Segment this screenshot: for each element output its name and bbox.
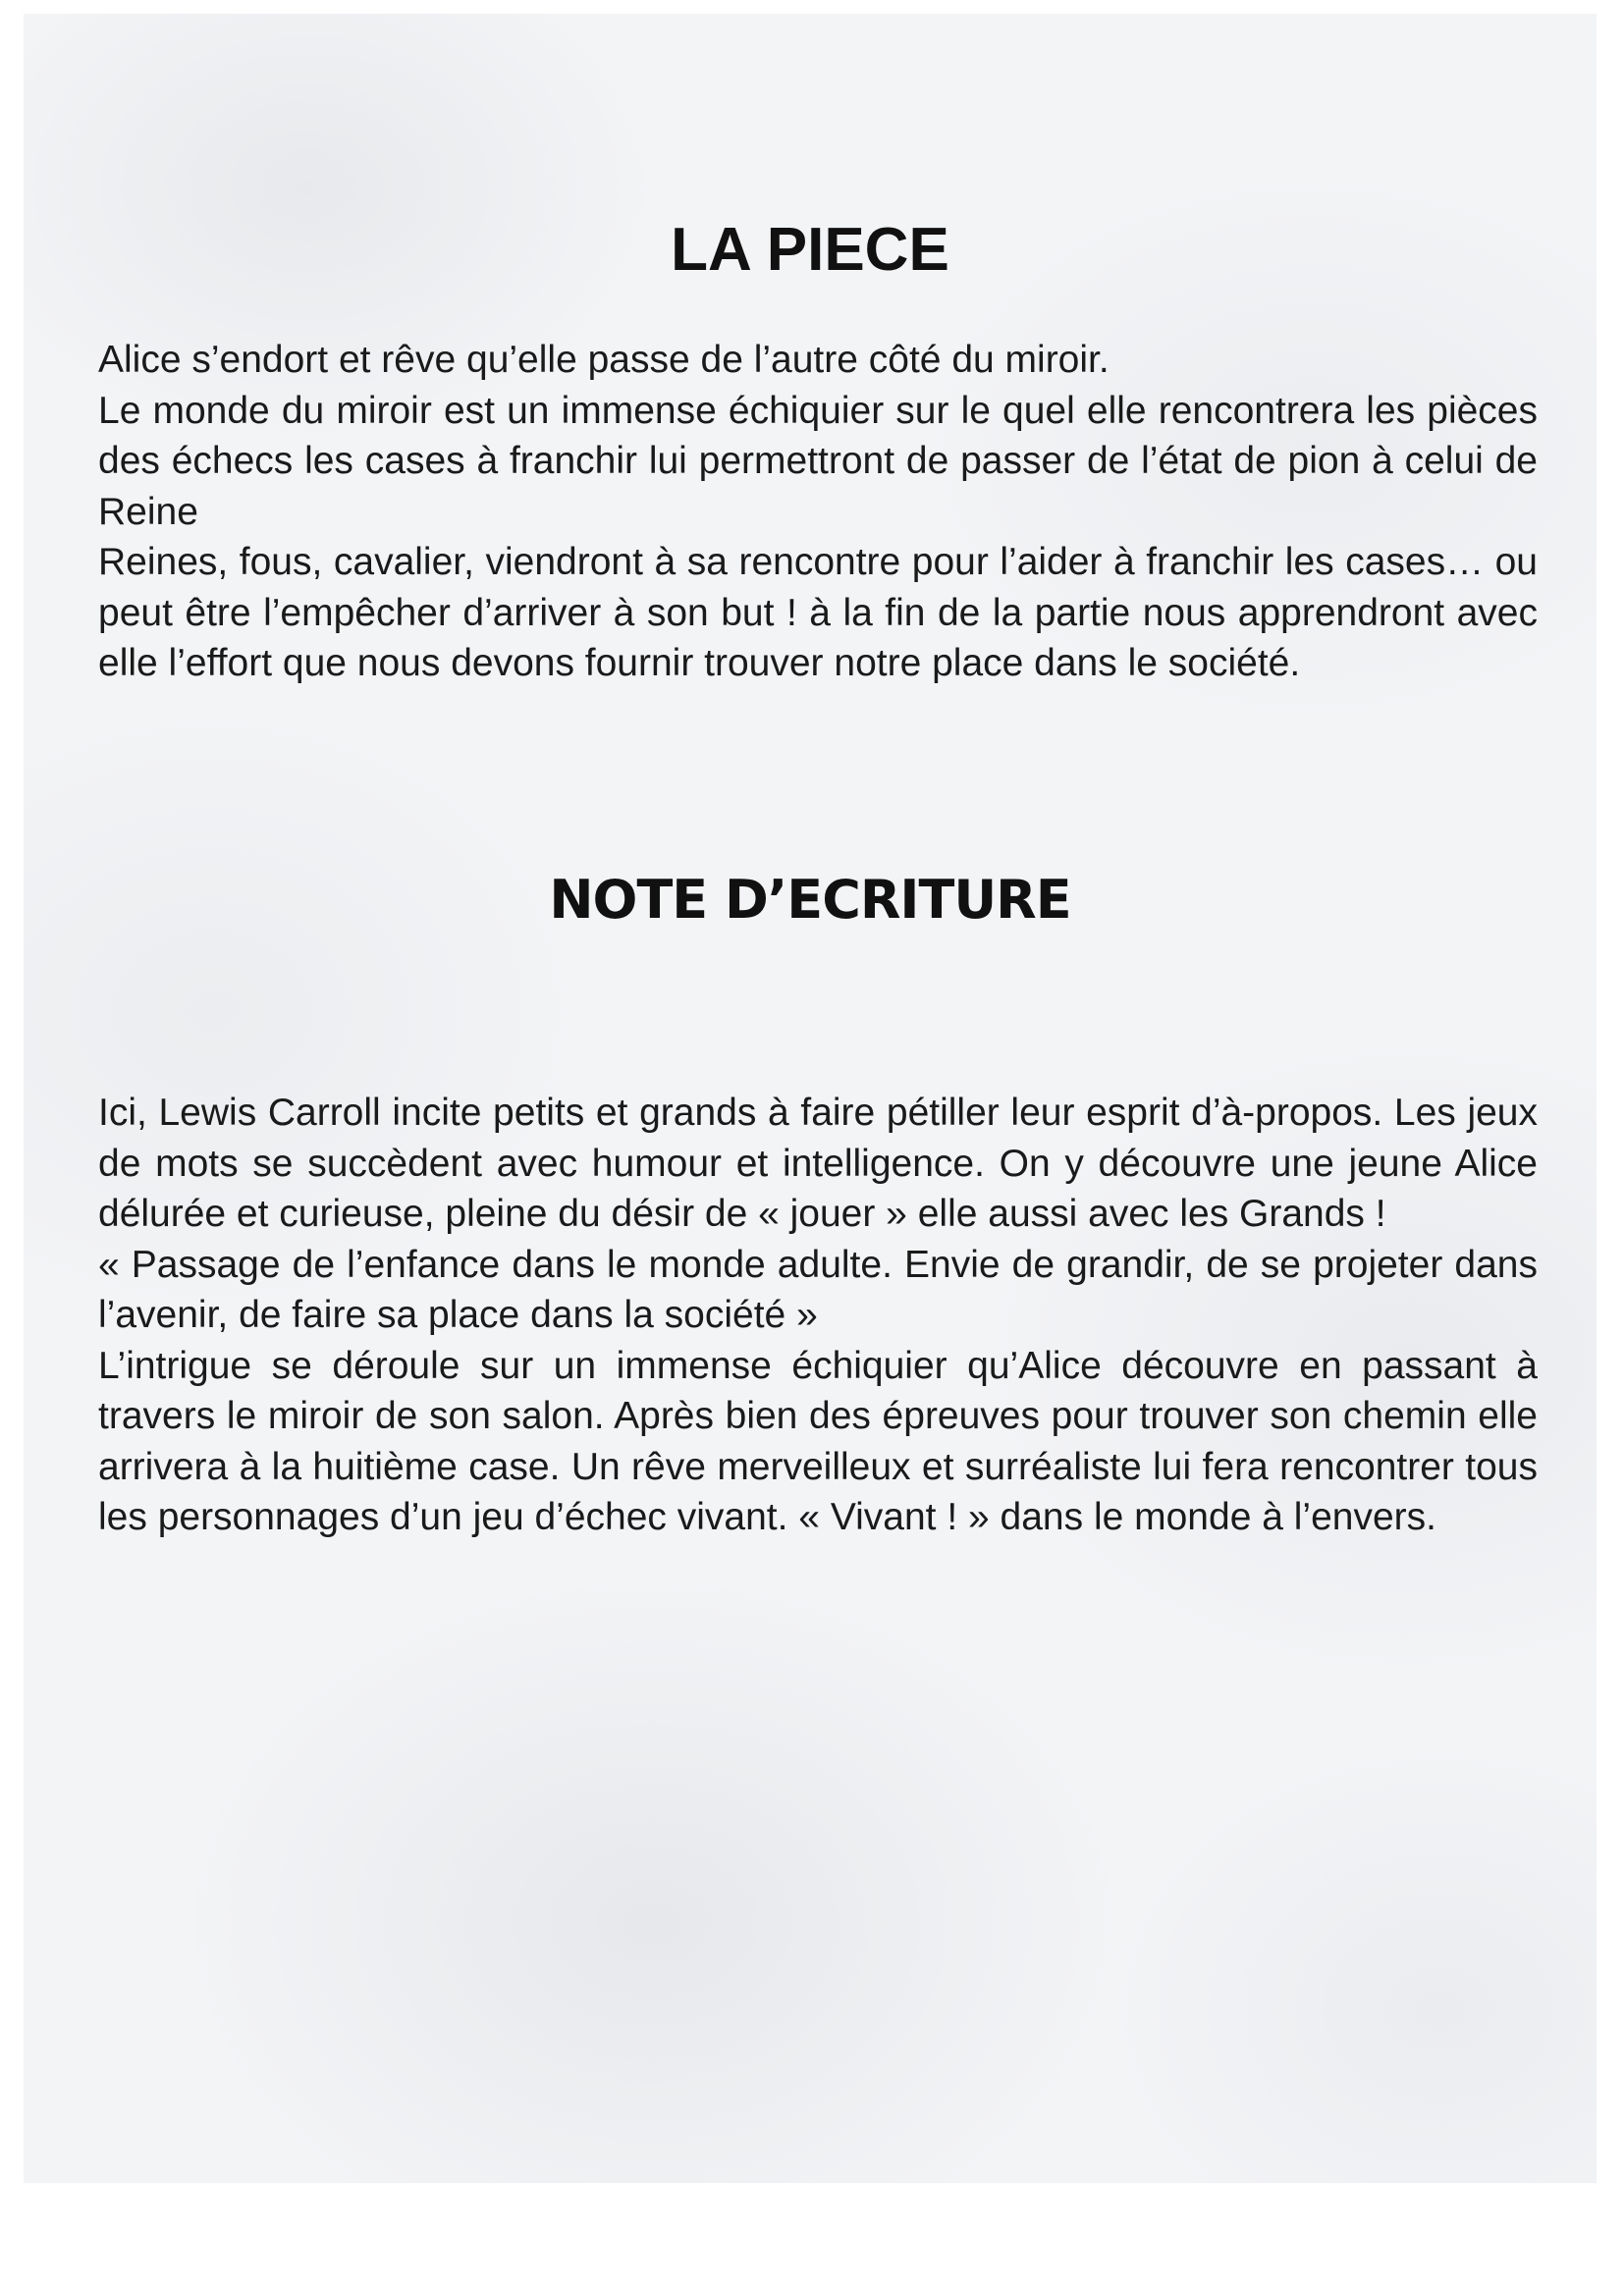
section-title-note-ecriture: NOTE D’ECRITURE	[549, 869, 1071, 931]
paragraph: Alice s’endort et rêve qu’elle passe de l’autre côté du miroir.	[98, 339, 1110, 381]
paragraph: Ici, Lewis Carroll incite petits et grands à faire pétiller leur esprit d’à-propos. Les jeux de mots se succèdent avec humour et intelligence. On y découvre une jeune Alice délurée et curieuse, pleine du désir de « jouer » elle aussi avec les Grands !	[98, 1092, 1538, 1235]
section-title-la-piece: LA PIECE	[671, 216, 949, 284]
section-body-note-ecriture	[98, 1088, 1538, 1543]
paragraph: « Passage de l’enfance dans le monde adulte. Envie de grandir, de se projeter dans l’avenir, de faire sa place dans la société »	[98, 1243, 1538, 1336]
paragraph: L’intrigue se déroule sur un immense échiquier qu’Alice découvre en passant à travers le miroir de son salon. Après bien des épreuves pour trouver son chemin elle arrivera à la huitième case. Un rêve merveilleux et surréaliste lui fera rencontrer tous les personnages d’un jeu d’échec vivant. « Vivant ! » dans le monde à l’envers.	[98, 1344, 1538, 1538]
paragraph: Reines, fous, cavalier, viendront à sa rencontre pour l’aider à franchir les cases… ou peut être l’empêcher d’arriver à son but ! à la fin de la partie nous apprendront avec elle l’effort que nous devons fournir trouver notre place dans le société.	[98, 541, 1538, 684]
section-body-la-piece	[98, 335, 1538, 689]
paragraph: Le monde du miroir est un immense échiquier sur le quel elle rencontrera les pièces des échecs les cases à franchir lui permettront de passer de l’état de pion à celui de Reine	[98, 389, 1538, 533]
